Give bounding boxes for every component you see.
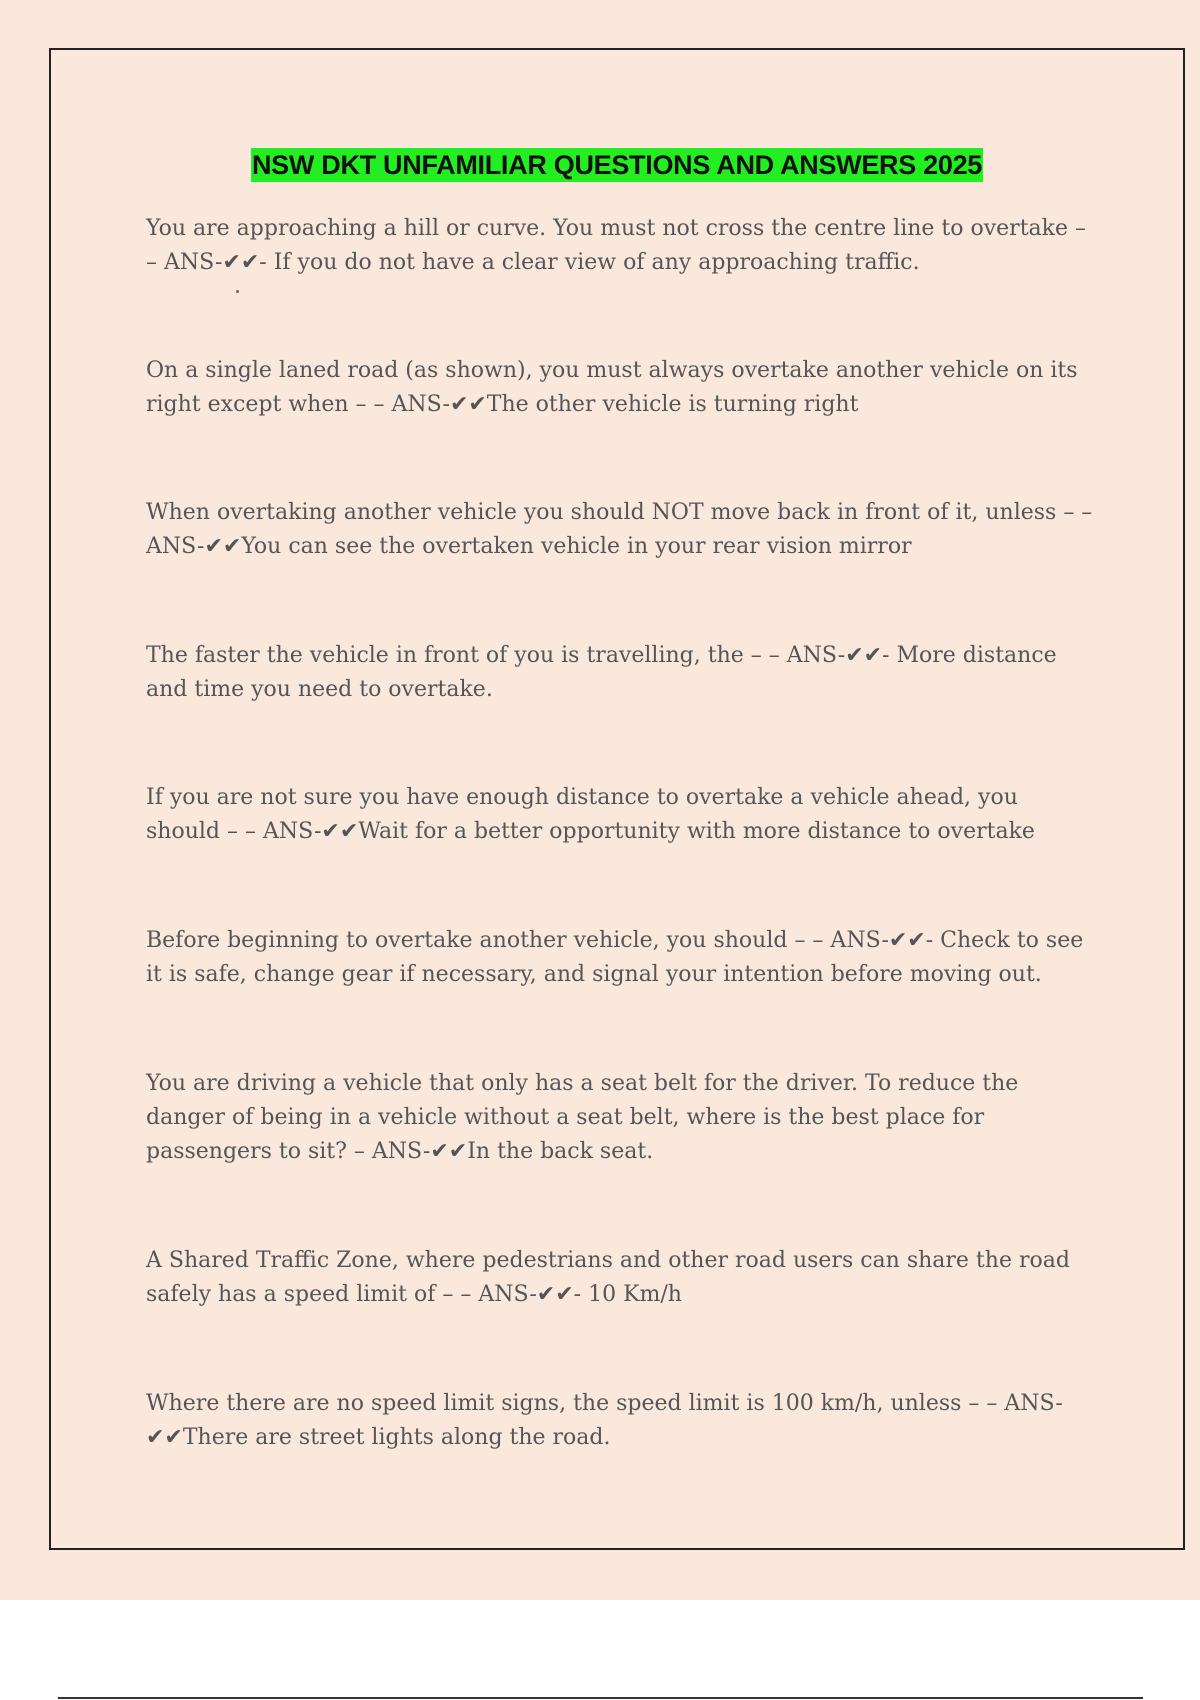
stray-dot: [236, 290, 239, 293]
qa-item-1: You are approaching a hill or curve. You must not cross the centre line to overtake – – ANS-✔✔- If you do not have a clear view of any approaching traffic.: [146, 216, 1086, 275]
footer-divider: [58, 1697, 1143, 1699]
qa-item-6: Before beginning to overtake another vehicle, you should – – ANS-✔✔- Check to see it is safe, change gear if necessary, and signal your intention before moving out.: [146, 928, 1084, 987]
qa-item-3: When overtaking another vehicle you should NOT move back in front of it, unless – – ANS-✔✔You can see the overtaken vehicle in your rear vision mirror: [146, 500, 1093, 559]
qa-item-8: A Shared Traffic Zone, where pedestrians and other road users can share the road safely has a speed limit of – – ANS-✔✔- 10 Km/h: [146, 1248, 1070, 1307]
title-container: [0, 148, 1200, 182]
qa-item-2: On a single laned road (as shown), you must always overtake another vehicle on its right except when – – ANS-✔✔The other vehicle is turning right: [146, 358, 1078, 417]
qa-item-5: If you are not sure you have enough distance to overtake a vehicle ahead, you should – – ANS-✔✔Wait for a better opportunity with more distance to overtake: [146, 785, 1035, 844]
document-title: NSW DKT UNFAMILIAR QUESTIONS AND ANSWERS 2025: [251, 150, 983, 180]
qa-item-4: The faster the vehicle in front of you is travelling, the – – ANS-✔✔- More distance and time you need to overtake.: [146, 643, 1057, 702]
qa-item-9: Where there are no speed limit signs, the speed limit is 100 km/h, unless – – ANS-✔✔There are street lights along the road.: [146, 1391, 1063, 1450]
qa-item-7: You are driving a vehicle that only has a seat belt for the driver. To reduce the danger of being in a vehicle without a seat belt, where is the best place for passengers to sit? – ANS-✔✔In the back seat.: [146, 1071, 1019, 1164]
